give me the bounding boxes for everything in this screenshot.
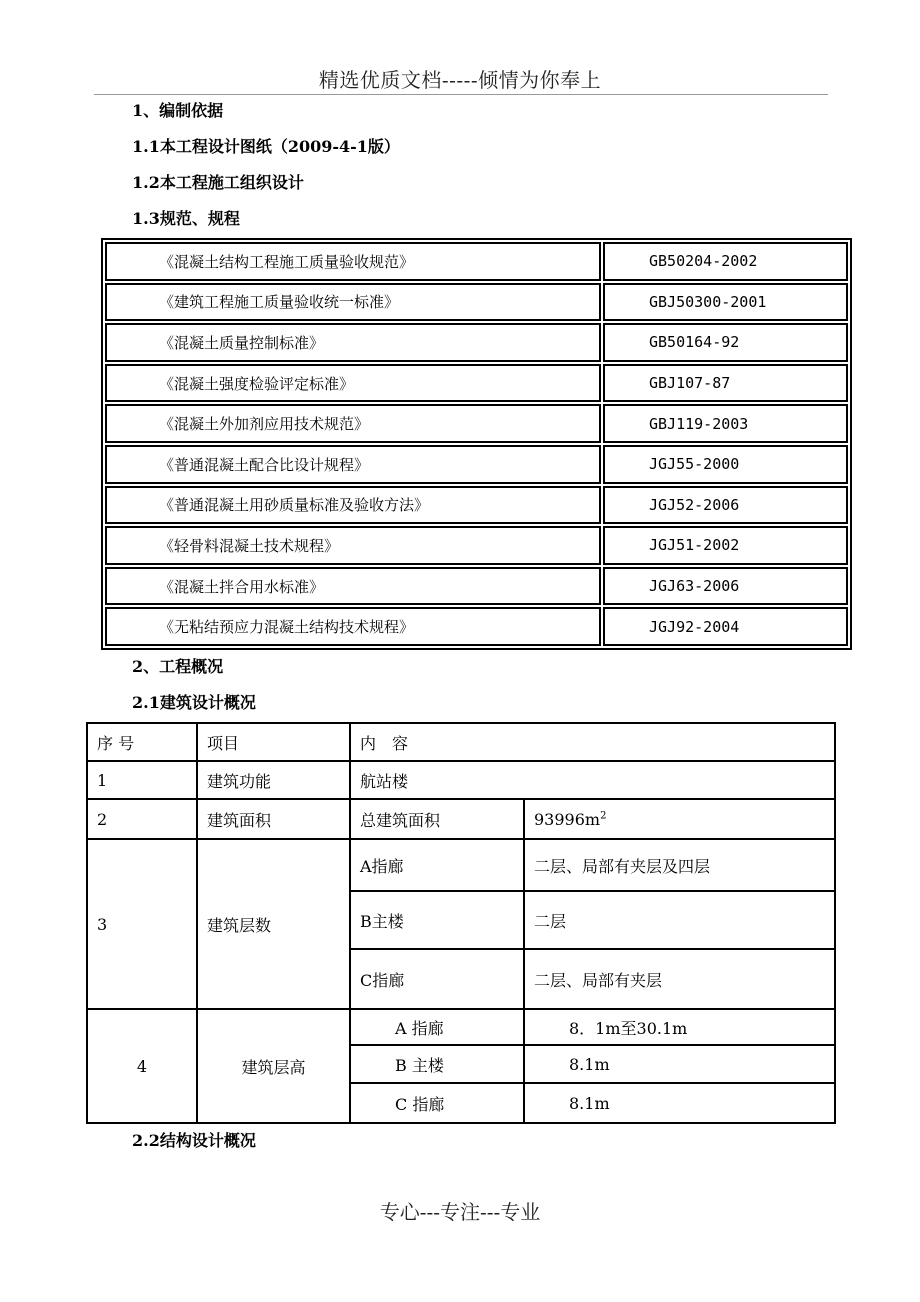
table-row	[105, 364, 848, 403]
section-heading-1-2: 1.2本工程施工组织设计	[132, 173, 304, 192]
section-heading-2-2: 2.2结构设计概况	[132, 1131, 256, 1150]
section-heading-1-3: 1.3规范、规程	[132, 209, 240, 228]
standard-code: GB50204-2002	[603, 242, 848, 281]
building-overview-table	[86, 722, 836, 1124]
table-row	[105, 486, 848, 525]
row-value: 二层、局部有夹层及四层	[524, 839, 835, 891]
header-cell-no: 序 号	[87, 723, 197, 761]
row-subitem: C指廊	[350, 949, 524, 1009]
row-item: 建筑功能	[197, 761, 350, 799]
row-value	[524, 799, 835, 839]
row-value: 二层	[524, 891, 835, 949]
standard-code: JGJ51-2002	[603, 526, 848, 565]
standard-name: 《混凝土结构工程施工质量验收规范》	[105, 242, 601, 281]
standard-name: 《混凝土拌合用水标准》	[105, 567, 601, 606]
row-number: 2	[87, 799, 197, 839]
table-row	[105, 283, 848, 322]
standard-name: 《混凝土质量控制标准》	[105, 323, 601, 362]
section-heading-2-1: 2.1建筑设计概况	[132, 693, 256, 712]
row-item: 建筑层数	[197, 839, 350, 1009]
table-row	[87, 839, 835, 891]
page-footer: 专心---专注---专业	[379, 1200, 541, 1224]
area-value: 93996m	[534, 809, 601, 829]
row-subitem: B 主楼	[350, 1045, 524, 1083]
row-number: 4	[87, 1009, 197, 1123]
row-content: 航站楼	[350, 761, 835, 799]
header-divider	[94, 94, 828, 95]
standard-code: GBJ50300-2001	[603, 283, 848, 322]
table-row	[105, 445, 848, 484]
table-header-row	[87, 723, 835, 761]
table-row	[105, 567, 848, 606]
table-row	[105, 526, 848, 565]
row-value: 8.1m	[524, 1045, 835, 1083]
row-subitem: A 指廊	[350, 1009, 524, 1045]
table-row	[87, 1009, 835, 1045]
row-value: 8.1m	[524, 1083, 835, 1123]
standard-code: JGJ92-2004	[603, 607, 848, 646]
page-header: 精选优质文档-----倾情为你奉上	[318, 68, 602, 92]
standard-name: 《普通混凝土用砂质量标准及验收方法》	[105, 486, 601, 525]
standards-table	[101, 238, 852, 650]
section-heading-1-1: 1.1本工程设计图纸（2009-4-1版）	[132, 137, 400, 156]
standard-name: 《轻骨料混凝土技术规程》	[105, 526, 601, 565]
row-subitem: B主楼	[350, 891, 524, 949]
table-row	[105, 323, 848, 362]
row-value: 二层、局部有夹层	[524, 949, 835, 1009]
area-unit-superscript: 2	[600, 810, 607, 822]
standard-name: 《建筑工程施工质量验收统一标准》	[105, 283, 601, 322]
standard-code: GBJ107-87	[603, 364, 848, 403]
row-number: 1	[87, 761, 197, 799]
row-number: 3	[87, 839, 197, 1009]
standard-name: 《混凝土强度检验评定标准》	[105, 364, 601, 403]
row-item: 建筑面积	[197, 799, 350, 839]
standard-code: JGJ63-2006	[603, 567, 848, 606]
row-item: 建筑层高	[197, 1009, 350, 1123]
row-subitem: C 指廊	[350, 1083, 524, 1123]
table-row	[105, 607, 848, 646]
standard-code: JGJ55-2000	[603, 445, 848, 484]
section-heading-2: 2、工程概况	[132, 657, 224, 676]
standard-name: 《普通混凝土配合比设计规程》	[105, 445, 601, 484]
row-subitem: 总建筑面积	[350, 799, 524, 839]
row-subitem: A指廊	[350, 839, 524, 891]
header-cell-content: 内 容	[350, 723, 835, 761]
standard-code: GB50164-92	[603, 323, 848, 362]
standard-name: 《混凝土外加剂应用技术规范》	[105, 404, 601, 443]
table-row	[87, 799, 835, 839]
row-value: 8．1m至30.1m	[524, 1009, 835, 1045]
standard-code: JGJ52-2006	[603, 486, 848, 525]
table-row	[87, 761, 835, 799]
standard-code: GBJ119-2003	[603, 404, 848, 443]
standard-name: 《无粘结预应力混凝土结构技术规程》	[105, 607, 601, 646]
section-heading-1: 1、编制依据	[132, 101, 224, 120]
header-cell-item: 项目	[197, 723, 350, 761]
table-row	[105, 404, 848, 443]
table-row	[105, 242, 848, 281]
